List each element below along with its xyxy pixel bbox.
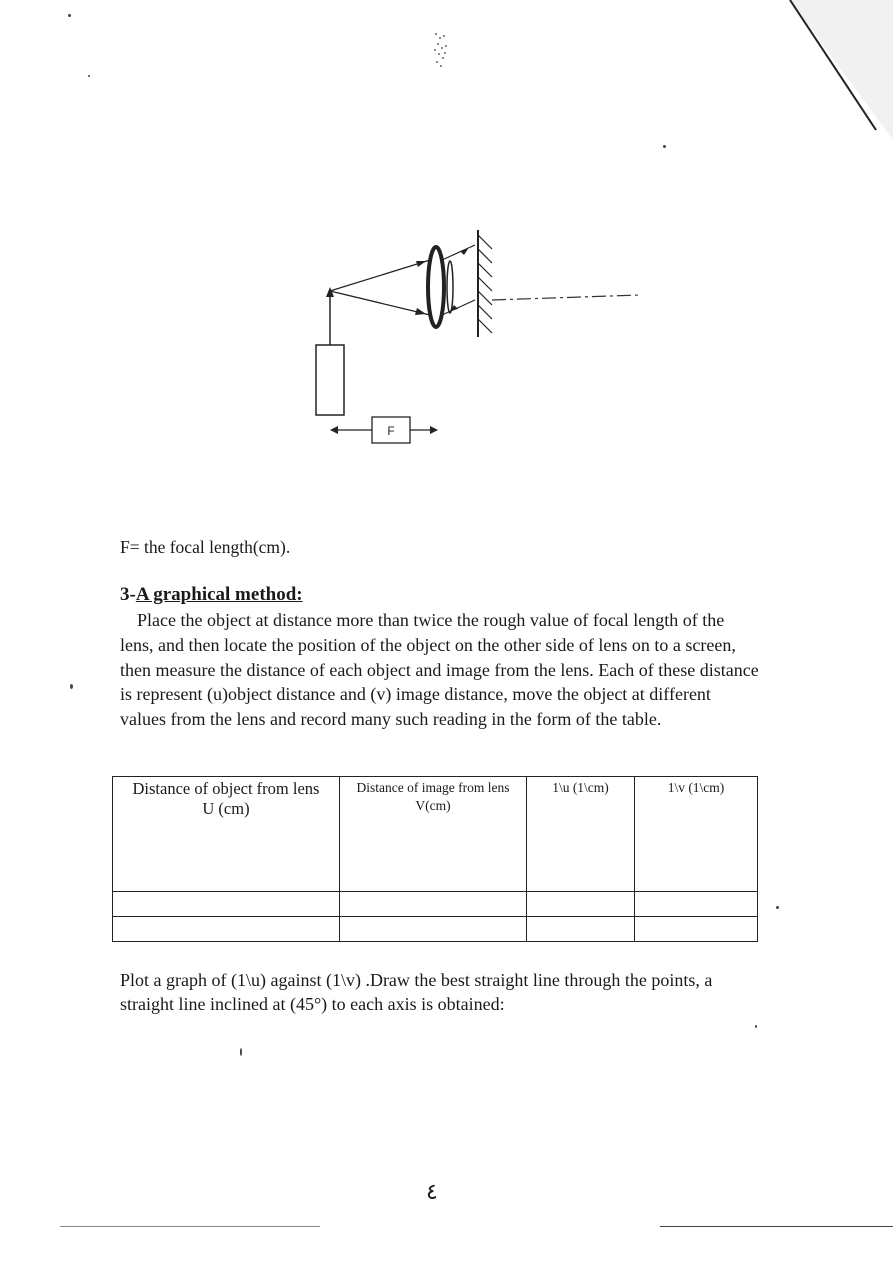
optical-axis — [492, 295, 640, 300]
method-paragraph: Place the object at distance more than twice the rough value of focal length of the lens, and then locate the position of the object on the other side of lens on to a screen, then measure the distance of each object and image from the lens. Each of these distance is represent (u)object distance and (v) image distance, move the object at different values from the lens and record many such reading in the form of the table. — [120, 610, 759, 730]
scan-smudge — [430, 28, 454, 72]
scan-speck — [663, 145, 666, 148]
scan-speck — [70, 684, 73, 689]
ray-lower — [330, 291, 430, 315]
scan-speck — [88, 75, 90, 77]
table-cell — [113, 917, 340, 942]
mirror-hatching — [478, 235, 492, 333]
focal-length-label: F — [387, 424, 395, 438]
table-cell — [527, 917, 635, 942]
footer-line-right — [660, 1226, 893, 1227]
plot-instruction: Plot a graph of (1\u) against (1\v) .Draw the best straight line through the points, a straight line inclined at (45°) to each axis is obtained: — [120, 970, 713, 1014]
table-row — [113, 892, 758, 917]
page-number: ٤ — [426, 1180, 438, 1205]
section-heading — [120, 584, 303, 606]
object-box — [316, 345, 344, 415]
focal-length-definition: F= the focal length(cm). — [120, 537, 291, 557]
convex-lens — [428, 247, 444, 327]
header-inverse-u: 1\u (1\cm) — [527, 777, 635, 892]
scan-speck — [776, 906, 779, 909]
footer-line-left — [60, 1226, 320, 1227]
scan-speck — [68, 14, 71, 17]
table-cell — [113, 892, 340, 917]
table-cell — [635, 892, 758, 917]
table-header-row — [113, 777, 758, 892]
lens-mirror-diagram — [300, 225, 660, 455]
table-cell — [340, 917, 527, 942]
ray-upper — [330, 260, 430, 291]
section-title: A graphical method: — [135, 584, 303, 605]
table-cell — [635, 917, 758, 942]
readings-table — [112, 776, 758, 942]
table-cell — [340, 892, 527, 917]
header-object-distance: Distance of object from lens U (cm) — [113, 777, 340, 892]
table-row — [113, 917, 758, 942]
header-image-distance: Distance of image from lens V(cm) — [340, 777, 527, 892]
header-inverse-v: 1\v (1\cm) — [635, 777, 758, 892]
section-number: 3- — [120, 584, 136, 605]
scan-speck — [755, 1025, 757, 1028]
table-cell — [527, 892, 635, 917]
scan-speck — [240, 1048, 242, 1056]
